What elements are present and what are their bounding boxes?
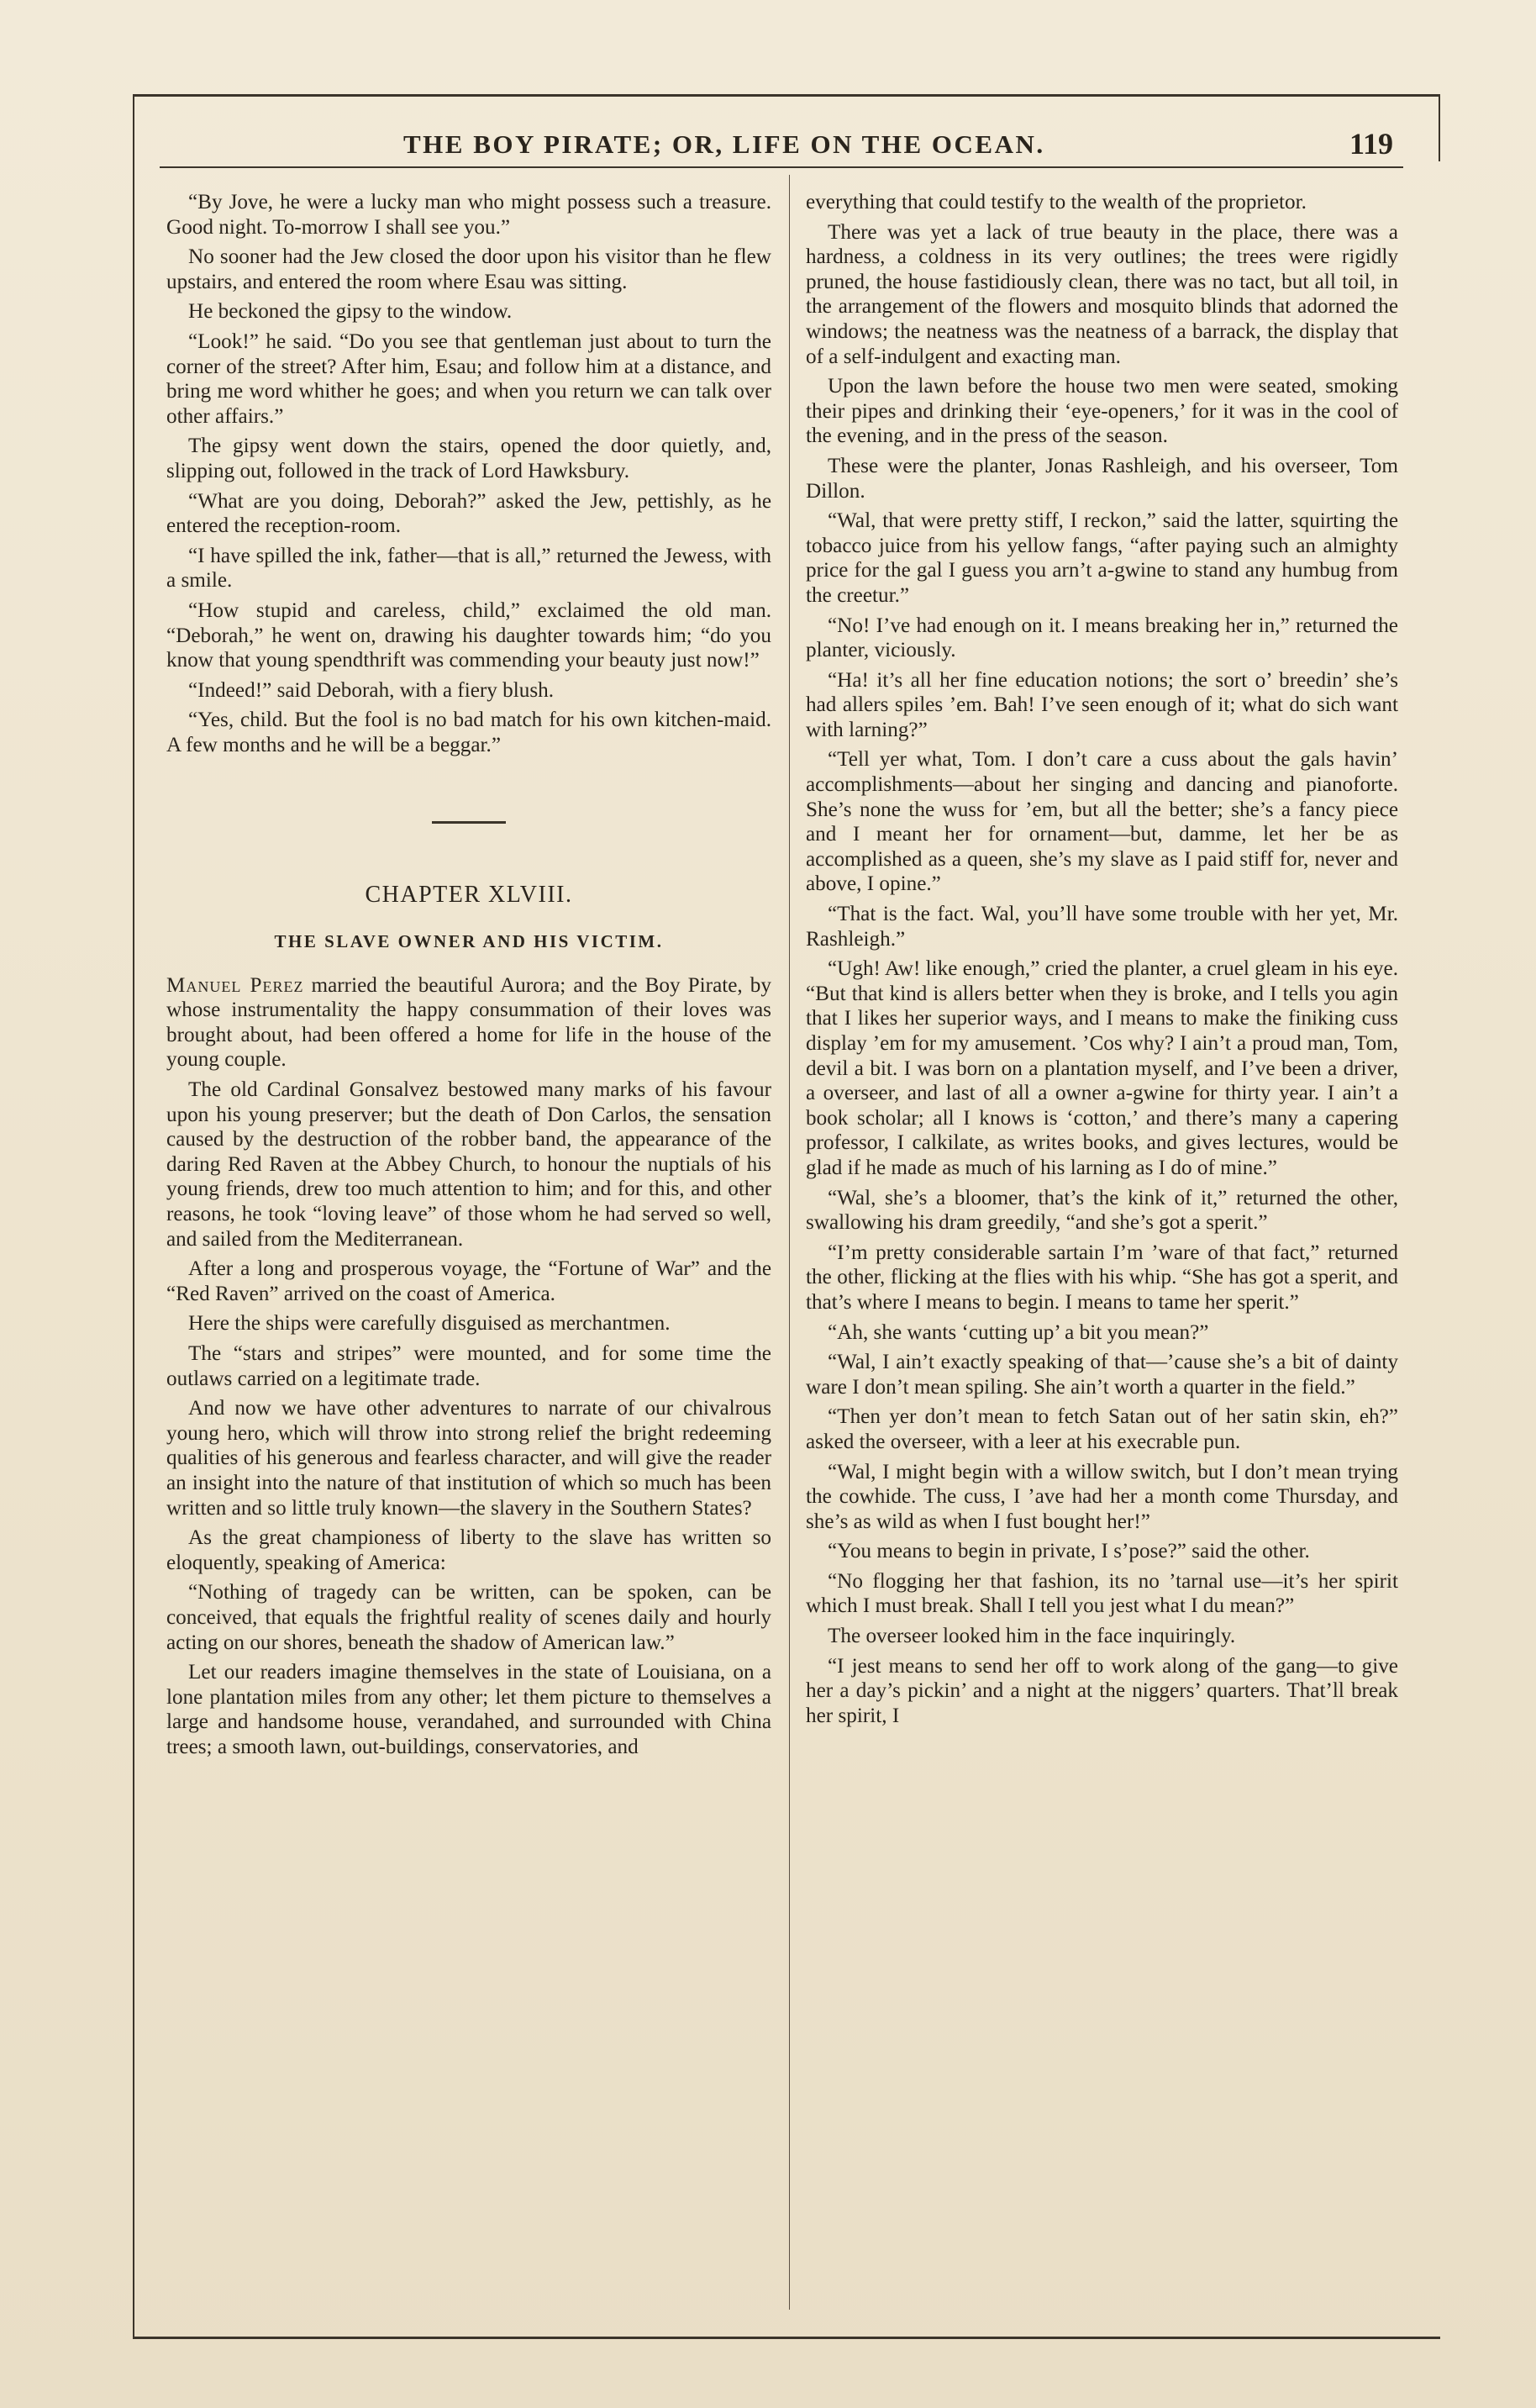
paragraph: “That is the fact. Wal, you’ll have some trouble with her yet, Mr. Rashleigh.”: [806, 903, 1398, 951]
quotation-paragraph: “Nothing of tragedy can be written, can be spoken, can be conceived, that equals the frightful reality of scenes daily and hourly acting on our shores, beneath the shadow of American law.”: [166, 1581, 771, 1654]
paragraph: As the great championess of liberty to the slave has written so eloquently, speaking of America:: [166, 1526, 771, 1574]
paragraph: “Yes, child. But the fool is no bad match for his own kitchen-maid. A few months and he will be a beggar.”: [166, 709, 771, 756]
paragraph: “Wal, that were pretty stiff, I reckon,” said the latter, squirting the tobacco juice from his yellow fangs, “after paying such an almighty price for the gal I guess you arn’t a-gwine to stand any humbug from the creetur.”: [806, 509, 1398, 607]
paragraph: The “stars and stripes” were mounted, and for some time the outlaws carried on a legitimate trade.: [166, 1341, 771, 1390]
paragraph: The gipsy went down the stairs, opened the door quietly, and, slipping out, followed in the track of Lord Hawksbury.: [166, 435, 771, 482]
paragraph: These were the planter, Jonas Rashleigh, and his overseer, Tom Dillon.: [806, 454, 1398, 503]
paragraph: “How stupid and careless, child,” exclaimed the old man. “Deborah,” he went on, drawing his daughter towards him; “do you know that young spendthrift was commending your beauty just now!”: [166, 598, 771, 672]
paragraph: “Then yer don’t mean to fetch Satan out of her satin skin, eh?” asked the overseer, with a leer at his execrable pun.: [806, 1405, 1398, 1453]
continuation-paragraph: everything that could testify to the wealth of the proprietor.: [806, 191, 1307, 213]
header-rule: [160, 166, 1403, 168]
paragraph: He beckoned the gipsy to the window.: [188, 300, 513, 324]
paragraph: “No flogging her that fashion, its no ’tarnal use—it’s her spirit which I must break. Shall I tell you jest what I du mean?”: [806, 1569, 1398, 1618]
opening-text: married the beautiful Aurora; and the Boy Pirate, by whose instrumentality the happy consummation of their loves was brought about, had been offered a home for life in the house of the young couple.: [166, 973, 771, 1072]
frame-border-right: [1439, 94, 1440, 161]
chapter-subtitle: THE SLAVE OWNER AND HIS VICTIM.: [274, 931, 664, 952]
section-divider: [432, 821, 506, 824]
running-title: THE BOY PIRATE; OR, LIFE ON THE OCEAN.: [403, 129, 1045, 159]
paragraph: “Look!” he said. “Do you see that gentleman just about to turn the corner of the street? After him, Esau; and follow him at a distance, and bring me word whither he goes; and when you return we can talk over other affairs.”: [166, 329, 771, 428]
paragraph: And now we have other adventures to narrate of our chivalrous young hero, which will throw into strong relief the bright redeeming qualities of his generous and fearless character, and will give the reader an insight into the nature of that institution of which so much has been written and so little truly known—the slavery in the Southern States?: [166, 1397, 771, 1520]
paragraph: The old Cardinal Gonsalvez bestowed many marks of his favour upon his young preserver; but the death of Don Carlos, the sensation caused by the destruction of the robber band, the appearance of the daring Red Raven at the Abbey Church, to honour the nuptials of his young friends, drew too much attention to him; and for this, and other reasons, he took “loving leave” of those whom he had served so well, and sailed from the Mediterranean.: [166, 1078, 771, 1251]
paragraph: “Ah, she wants ‘cutting up’ a bit you mean?”: [828, 1320, 1209, 1344]
paragraph: After a long and prosperous voyage, the “Fortune of War” and the “Red Raven” arrived on the coast of America.: [166, 1257, 771, 1305]
opening-smallcaps: Manuel Perez: [166, 973, 304, 997]
page-number: 119: [1349, 127, 1393, 161]
paragraph: “I have spilled the ink, father—that is all,” returned the Jewess, with a smile.: [166, 544, 771, 593]
running-head: [160, 126, 1403, 163]
paragraph: There was yet a lack of true beauty in the place, there was a hardness, a coldness in its very outlines; the trees were rigidly pruned, the house fastidiously clean, there was no tact, but all toil, in the arrangement of the flowers and mosquito blinds that adorned the windows; the neatness was the neatness of a barrack, the display that of a self-indulgent and exacting man.: [806, 220, 1398, 368]
left-column: [166, 190, 771, 1764]
paragraph: “Ugh! Aw! like enough,” cried the planter, a cruel gleam in his eye. “But that kind is allers better when they is broke, and I tells you agin that I likes her superior ways, and I means to make the finiking cuss display ’em for my amusement. ’Cos why? I ain’t a proud man, Tom, devil a bit. I was born on a plantation myself, and I’ve been a driver, a overseer, and last of all a owner a-gwine for thirty year. I ain’t a book scholar; all I knows is ‘cotton,’ and there’s many a capering professor, I calkilate, as writes books, and gives lectures, would be glad if he made as much of his larning as I do of mine.”: [806, 957, 1398, 1179]
paragraph: “Tell yer what, Tom. I don’t care a cuss about the gals havin’ accomplishments—about her singing and dancing and pianoforte. She’s none the wuss for ’em, but all the better; she’s a fancy piece and I meant her for ornament—but, damme, let her be as accomplished as a queen, she’s my slave as I paid stiff for, never and above, I opine.”: [806, 748, 1398, 896]
paragraph: “You means to begin in private, I s’pose?” said the other.: [828, 1540, 1310, 1563]
paragraph: “No! I’ve had enough on it. I means breaking her in,” returned the planter, viciously.: [806, 614, 1398, 662]
paragraph: Upon the lawn before the house two men were seated, smoking their pipes and drinking their ‘eye-openers,’ for it was in the cool of the evening, and in the press of the season.: [806, 375, 1398, 448]
right-column: [806, 190, 1398, 1733]
chapter-opening-paragraph: [166, 973, 771, 1072]
paragraph: Here the ships were carefully disguised as merchantmen.: [188, 1312, 671, 1336]
frame-border-left: [133, 94, 134, 2338]
paragraph: Let our readers imagine themselves in the state of Louisiana, on a lone plantation miles from any other; let them picture to themselves a large and handsome house, verandahed, and surrounded with China trees; a smooth lawn, out-buildings, conservatories, and: [166, 1661, 771, 1758]
paragraph: “What are you doing, Deborah?” asked the Jew, pettishly, as he entered the reception-room.: [166, 489, 771, 538]
frame-border-bottom: [133, 2337, 1440, 2339]
paragraph: “Wal, I might begin with a willow switch, but I don’t mean trying the cowhide. The cuss, I ’ave had her a month come Thursday, and she’s as wild as when I fust bought her!”: [806, 1460, 1398, 1533]
column-divider: [789, 175, 790, 2310]
paragraph: No sooner had the Jew closed the door upon his visitor than he flew upstairs, and entered the room where Esau was sitting.: [166, 245, 771, 293]
paragraph: The overseer looked him in the face inquiringly.: [828, 1625, 1236, 1648]
paragraph: “Wal, I ain’t exactly speaking of that—’cause she’s a bit of dainty ware I don’t mean spiling. She ain’t worth a quarter in the field.”: [806, 1351, 1398, 1399]
paragraph: “Wal, she’s a bloomer, that’s the kink of it,” returned the other, swallowing his dram greedily, “and she’s got a sperit.”: [806, 1186, 1398, 1235]
paragraph: “By Jove, he were a lucky man who might possess such a treasure. Good night. To-morrow I shall see you.”: [166, 191, 771, 239]
chapter-heading: CHAPTER XLVIII.: [365, 882, 573, 909]
paragraph: “I’m pretty considerable sartain I’m ’ware of that fact,” returned the other, flicking at the flies with his whip. “She has got a sperit, and that’s where I means to begin. I means to tame her sperit.”: [806, 1241, 1398, 1314]
paragraph: “I jest means to send her off to work along of the gang—to give her a day’s pickin’ and a night at the niggers’ quarters. That’ll break her spirit, I: [806, 1654, 1398, 1727]
paragraph: “Indeed!” said Deborah, with a fiery blush.: [188, 678, 555, 702]
paragraph: “Ha! it’s all her fine education notions; the sort o’ breedin’ she’s had allers spiles ’em. Bah! I’ve seen enough of it; what do sich want with larning?”: [806, 668, 1398, 741]
frame-border-top: [133, 94, 1440, 97]
